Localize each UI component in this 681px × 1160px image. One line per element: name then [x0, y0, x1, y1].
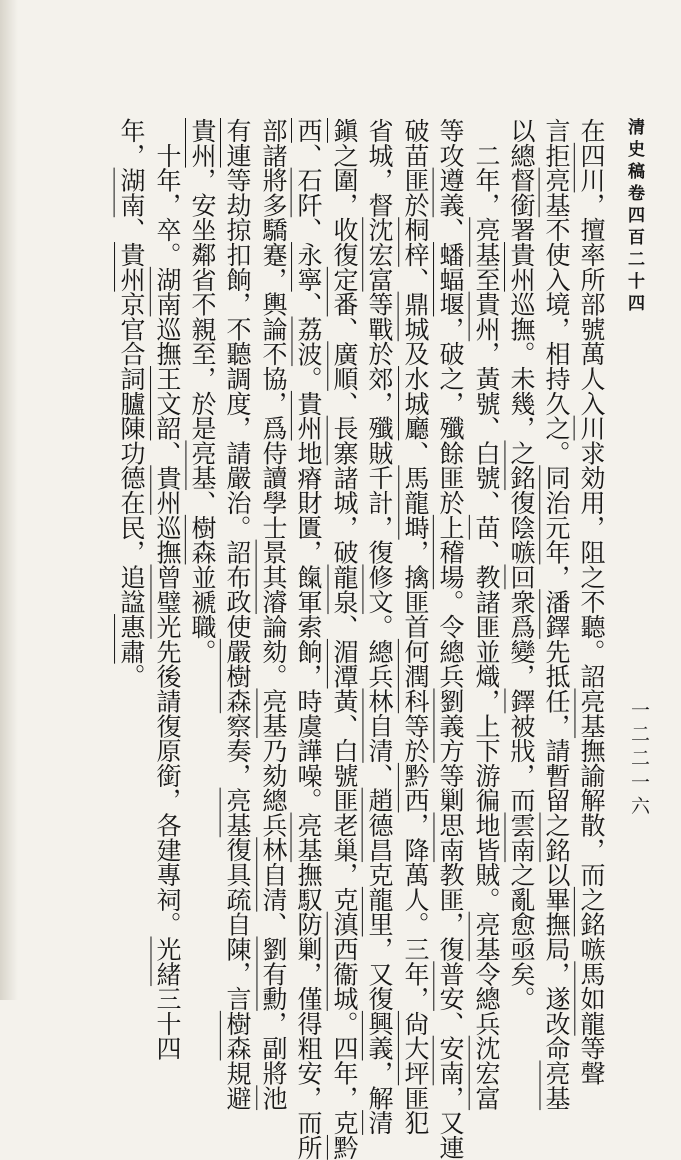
text-segment: 規避	[223, 1060, 252, 1111]
text-segment: 年，	[117, 118, 146, 168]
proper-name: 貴州	[188, 118, 217, 168]
proper-name: 池	[259, 1085, 288, 1111]
text-segment: 、	[330, 316, 359, 342]
text-segment: 論劾。	[259, 614, 288, 689]
text-segment: 三十四	[153, 986, 182, 1061]
proper-name: 荔波	[294, 316, 323, 367]
text-segment: 十年，卒。	[153, 118, 182, 267]
proper-name: 興義	[365, 1010, 394, 1061]
text-segment: 以畢撫局，遂改命	[542, 862, 571, 1061]
text-segment: 復具疏自陳，言	[223, 837, 252, 1011]
text-segment: 、	[294, 291, 323, 317]
text-segment: 等於	[401, 713, 430, 763]
text-segment: 先抵任，請暫留	[542, 638, 571, 813]
proper-name: 川	[577, 415, 606, 441]
text-segment: 省城，督	[365, 118, 394, 218]
proper-name: 上稽場	[436, 514, 465, 590]
text-segment: 撫馭防剿，僅得粗安，而所	[294, 862, 323, 1160]
proper-name: 嚴樹森	[223, 638, 252, 714]
text-column	[292, 118, 325, 1160]
text-segment: ，副將	[259, 1010, 288, 1086]
proper-name: 景其濬	[259, 539, 288, 615]
proper-name: 亮基	[259, 688, 288, 739]
text-column	[575, 118, 608, 1085]
text-segment: 巡撫。未幾，	[507, 291, 536, 441]
text-segment: ，解	[365, 1060, 394, 1111]
text-segment: 等攻	[436, 118, 465, 168]
proper-name: 長寨	[330, 415, 359, 466]
page-number: 一二二一六	[628, 700, 650, 820]
proper-name: 龍里	[365, 886, 394, 937]
proper-name: 湄潭	[330, 638, 359, 689]
proper-name: 沈宏富	[472, 1035, 501, 1111]
proper-name: 亮基	[294, 812, 323, 863]
proper-name: 貴州	[472, 291, 501, 342]
proper-name: 石阡	[294, 167, 323, 218]
text-column	[186, 118, 219, 664]
text-segment: 至	[472, 266, 501, 292]
text-segment: 、	[188, 490, 217, 515]
text-segment: 衆爲變，	[507, 589, 536, 689]
proper-name: 之銘	[542, 812, 571, 863]
proper-name: 蟠蝠堰	[436, 242, 465, 317]
proper-name: 王文韶	[153, 366, 182, 441]
proper-name: 劉義方	[436, 688, 465, 763]
proper-name: 亮基	[188, 440, 217, 491]
text-column	[151, 118, 184, 1061]
proper-name: 林自清	[259, 837, 288, 912]
proper-name: 四川	[577, 142, 606, 193]
text-column	[363, 118, 396, 1135]
proper-name: 貴州	[507, 242, 536, 292]
proper-name: 黔西	[401, 762, 430, 813]
proper-name: 亮基	[472, 217, 501, 267]
proper-name: 遵義	[436, 167, 465, 218]
proper-name: 龍泉	[330, 564, 359, 615]
text-segment: ，擅率所部號萬人入	[577, 192, 606, 416]
proper-name: 亮基	[542, 167, 571, 218]
proper-name: 尙大坪	[401, 1010, 430, 1086]
text-segment: 等聲	[577, 1035, 606, 1086]
text-segment: 、	[365, 762, 394, 788]
proper-name: 苗	[472, 514, 501, 540]
text-segment: ，安坐鄰省不親至，於是	[188, 167, 217, 441]
proper-name: 貴州	[153, 465, 182, 515]
text-segment: 並褫職。	[188, 564, 217, 664]
proper-name: 湖南	[117, 167, 146, 218]
proper-name: 安南	[436, 1035, 465, 1086]
proper-name: 劉有勳	[259, 936, 288, 1011]
text-segment: 、	[401, 266, 430, 292]
proper-name: 曾璧光	[153, 564, 182, 639]
text-column	[328, 118, 361, 1160]
proper-name: 思南	[436, 812, 465, 863]
proper-name: 普安	[436, 961, 465, 1011]
text-segment: 諸城，破	[330, 465, 359, 565]
text-segment: 撫諭解散，而	[577, 738, 606, 887]
text-segment: 克	[365, 862, 394, 887]
text-segment: 。	[117, 663, 146, 689]
text-column	[505, 118, 538, 1011]
text-segment: 二年，	[472, 118, 501, 218]
text-segment: 巡撫	[153, 316, 182, 367]
text-segment: ，黃號、白號、	[472, 341, 501, 515]
proper-name: 林自清	[365, 688, 394, 763]
proper-name: 桐梓	[401, 217, 430, 267]
running-header: 清史稿卷四百二十四	[624, 118, 644, 316]
proper-name: 黔	[330, 1134, 359, 1160]
text-segment: 令總兵	[472, 961, 501, 1036]
proper-name: 永寧	[294, 242, 323, 292]
text-segment: ，又連	[436, 1085, 465, 1160]
text-segment: 。	[294, 366, 323, 391]
text-segment: 。總兵	[365, 614, 394, 689]
proper-name: 鐸	[507, 688, 536, 714]
text-segment: 言拒	[542, 118, 571, 168]
text-segment: 黃、白號匪老巢，克	[330, 688, 359, 912]
proper-name: 西	[294, 118, 323, 143]
proper-name: 湖南	[153, 266, 182, 317]
proper-name: 定番	[330, 266, 359, 317]
text-segment: 不使入境，相持久之。	[542, 217, 571, 466]
proper-name: 沈宏富	[365, 217, 394, 292]
proper-name: 趙德昌	[365, 787, 394, 863]
text-segment: 、	[330, 614, 359, 639]
proper-name: 清	[365, 1110, 394, 1135]
text-segment: 等戰於郊，殲賊千計，復	[365, 291, 394, 565]
text-column	[540, 118, 573, 1110]
proper-name: 亮基	[577, 688, 606, 739]
proper-name: 廣順	[330, 341, 359, 391]
text-segment: 。四年，克	[330, 1010, 359, 1135]
text-segment: 、	[259, 911, 288, 937]
proper-name: 有連	[223, 118, 252, 168]
text-segment: 等剿	[436, 762, 465, 813]
proper-name: 鼎城	[401, 291, 430, 342]
proper-name: 同治元年	[542, 465, 571, 565]
text-column	[257, 118, 290, 1110]
text-segment: 等劫掠扣餉，不聽調度，請嚴治。詔布政使	[223, 167, 252, 639]
proper-name: 亮基	[223, 787, 252, 838]
text-segment: ，	[542, 564, 571, 590]
text-column	[434, 118, 467, 1160]
proper-name: 回	[507, 564, 536, 590]
text-segment: 以總督銜署	[507, 118, 536, 243]
proper-name: 之銘	[577, 886, 606, 937]
page-gutter-shadow	[0, 0, 18, 1000]
text-segment: 乃劾總兵	[259, 738, 288, 838]
text-segment: 在	[577, 118, 606, 143]
text-segment: 、	[294, 142, 323, 168]
proper-name: 樹森	[188, 514, 217, 565]
text-segment: 先後請復原銜，各建專祠。	[153, 638, 182, 937]
proper-name: 樹森	[223, 1010, 252, 1061]
text-segment: 及	[401, 341, 430, 367]
text-segment: 之圍，收復	[330, 142, 359, 267]
proper-name: 鎭	[330, 118, 359, 143]
text-segment: ，降萬人。三年，	[401, 812, 430, 1011]
proper-name: 修文	[365, 564, 394, 615]
text-column	[470, 118, 503, 1110]
proper-name: 惠肅	[117, 614, 146, 664]
text-segment: ，擒匪首	[401, 539, 430, 639]
proper-name: 潘鐸	[542, 589, 571, 639]
proper-name: 貴州	[117, 242, 146, 292]
text-segment: 、	[153, 440, 182, 466]
text-segment: 京官合詞臚陳功德在民，追諡	[117, 291, 146, 615]
text-segment: 、	[330, 390, 359, 416]
text-segment: 求効用，阻之不聽。詔	[577, 440, 606, 689]
text-segment: 教匪，復	[436, 862, 465, 962]
text-segment: 、	[401, 440, 430, 466]
text-segment: 嗾	[577, 936, 606, 962]
text-segment: ，又復	[365, 936, 394, 1011]
text-segment: 破苗匪於	[401, 118, 430, 218]
text-segment: 、	[436, 217, 465, 243]
text-column	[399, 118, 432, 1135]
text-segment: 巡撫	[153, 514, 182, 565]
proper-name: 馬龍塒	[401, 465, 430, 540]
text-segment: 匪犯	[401, 1085, 430, 1135]
proper-name: 馬如龍	[577, 961, 606, 1036]
text-segment: ，破之，殲餘匪於	[436, 316, 465, 515]
proper-name: 之銘	[507, 440, 536, 491]
proper-name: 何潤科	[401, 638, 430, 714]
text-segment: 部諸將多驕蹇，輿論不協，爲侍讀學士	[259, 118, 288, 540]
proper-name: 貴州	[294, 390, 323, 441]
text-segment: 、	[117, 217, 146, 243]
text-segment: 地瘠財匱，餼軍索餉，時虞譁噪。	[294, 440, 323, 813]
text-column	[115, 118, 148, 688]
text-segment: 、教諸匪並熾，上下游徧地皆賊。	[472, 539, 501, 912]
proper-name: 亮基	[472, 911, 501, 962]
proper-name: 光緒	[153, 936, 182, 987]
text-segment: 、	[294, 217, 323, 243]
proper-name: 雲南	[507, 812, 536, 863]
text-segment: 察奏，	[223, 713, 252, 788]
text-segment: 被戕，而	[507, 713, 536, 813]
proper-name: 水城廳	[401, 366, 430, 441]
text-segment: 。令總兵	[436, 589, 465, 689]
proper-name: 亮基	[542, 1060, 571, 1111]
text-segment: 復陰嗾	[507, 490, 536, 565]
text-segment: 、	[436, 1010, 465, 1036]
text-segment: 之亂愈亟矣。	[507, 862, 536, 1011]
proper-name: 滇西衞城	[330, 911, 359, 1011]
text-column	[221, 118, 254, 1110]
